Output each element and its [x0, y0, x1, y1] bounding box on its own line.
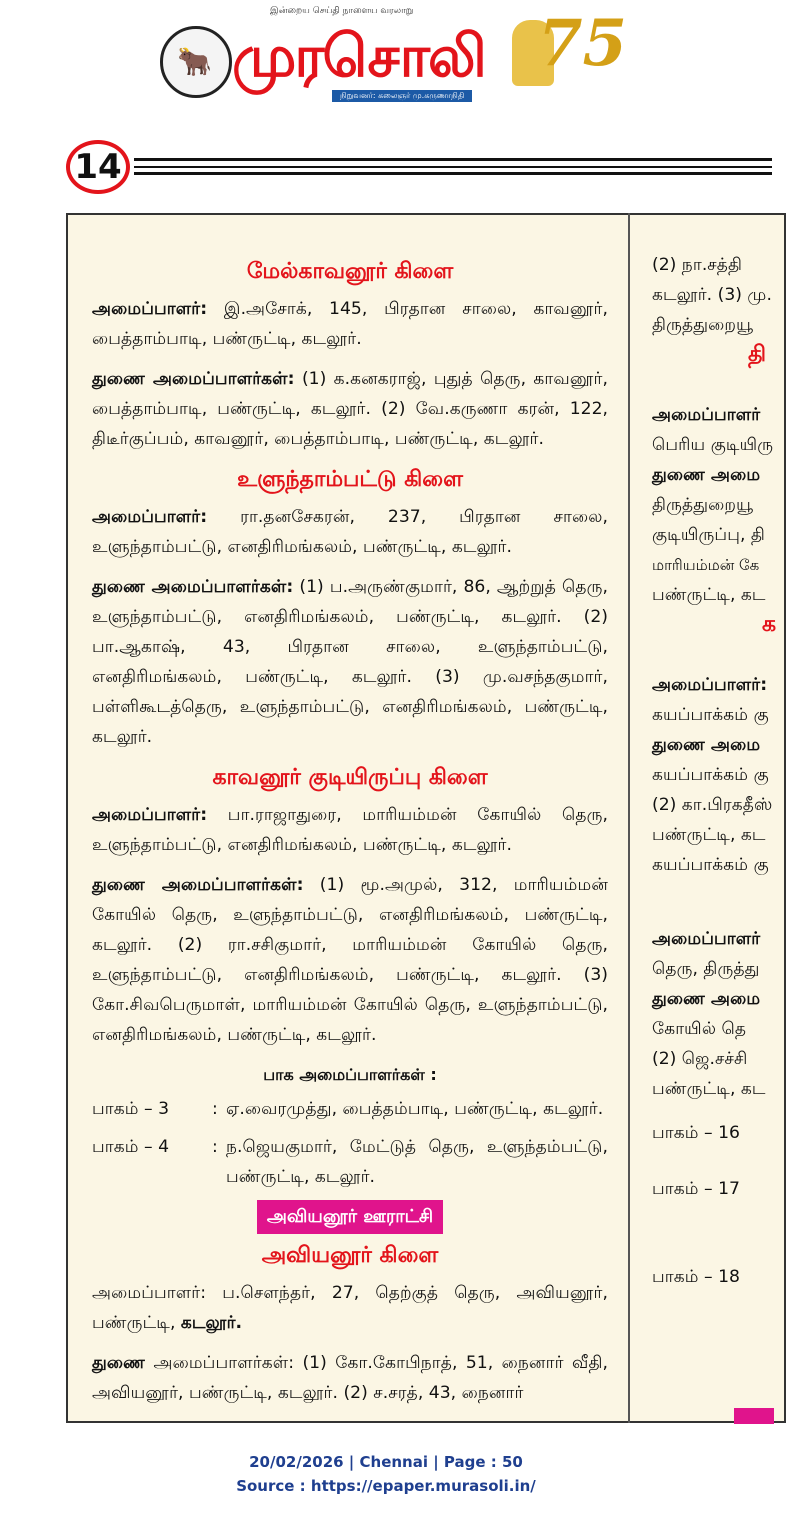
header-rule-line — [134, 172, 772, 175]
organiser-entry — [92, 1278, 608, 1338]
booth-entry — [92, 1132, 608, 1192]
entry-text: (1) மூ.அமுல், 312, மாரியம்மன் கோயில் தெரு, உளுந்தாம்பட்டு, எனதிரிமங்கலம், பண்ருட்டி, கடலூர். (2) ரா.சசிகுமார், மாரியம்மன் கோயில் தெரு, உளுந்தாம்பட்டு, எனதிரிமங்கலம், பண்ருட்டி, கடலூர். (3) கோ.சிவபெருமாள், மாரியம்மன் கோயில் தெரு, உளுந்தாம்பட்டு, எனதிரிமங்கலம், பண்ருட்டி, கடலூர். — [92, 875, 608, 1045]
panchayat-banner: அவியனூர் ஊராட்சி — [257, 1200, 443, 1234]
booth-number: பாகம் – 16 — [652, 1123, 740, 1143]
section-heading: உளுந்தாம்பட்டு கிளை — [237, 467, 463, 492]
right-line: அமைப்பாளர் — [652, 405, 761, 425]
footer-source-link[interactable]: Source : https://epaper.murasoli.in/ — [236, 1477, 536, 1495]
right-line — [652, 640, 792, 670]
deputy-organisers-entry — [92, 1348, 608, 1408]
bull-icon: 🐂 — [177, 45, 212, 78]
masthead-tagline: இன்றைய செய்தி நாளைய வரலாறு — [270, 6, 414, 16]
entry-text: ரா.தனசேகரன், 237, பிரதான சாலை, உளுந்தாம்பட்டு, எனதிரிமங்கலம், பண்ருட்டி, கடலூர். — [92, 507, 608, 557]
right-line: திருத்துறையூ — [652, 315, 754, 335]
right-line: (2) நா.சத்தி — [652, 255, 743, 275]
column-divider — [628, 213, 630, 1423]
right-line — [652, 1234, 792, 1262]
entry-label: துணை அமைப்பாளர்கள்: — [92, 577, 294, 597]
left-column — [92, 250, 608, 1418]
page-footer — [0, 1450, 772, 1498]
organiser-entry — [92, 502, 608, 562]
right-line: கயப்பாக்கம் கு — [652, 705, 769, 725]
right-line: பண்ருட்டி, கட — [652, 825, 766, 845]
right-column — [652, 250, 792, 1292]
right-line — [652, 1148, 792, 1174]
organiser-entry — [92, 800, 608, 860]
right-line: பண்ருட்டி, கட — [652, 585, 766, 605]
booth-number: பாகம் – 4 — [92, 1137, 170, 1157]
right-line — [652, 880, 792, 924]
right-line: (2) ஜெ.சச்சி — [652, 1049, 748, 1069]
right-line: கடலூர். (3) மு. — [652, 285, 772, 305]
page-header-rule — [66, 140, 772, 196]
anniversary-emblem: 75 — [538, 6, 628, 81]
organiser-entry — [92, 294, 608, 354]
right-line: அமைப்பாளர் — [652, 929, 761, 949]
header-rule-line — [134, 166, 772, 168]
entry-text: (1) ப.அருண்குமார், 86, ஆற்றுத் தெரு, உளுந்தாம்பட்டு, எனதிரிமங்கலம், பண்ருட்டி, கடலூர். (2) பா.ஆகாஷ், 43, பிரதான சாலை, உளுந்தாம்பட்டு, எனதிரிமங்கலம், பண்ருட்டி, கடலூர். (3) மு.வசந்தகுமார், பள்ளிகூடத்தெரு, உளுந்தாம்பட்டு, எனதிரிமங்கலம், பண்ருட்டி, கடலூர். — [92, 577, 608, 747]
entry-label: அமைப்பாளர்: — [92, 299, 208, 319]
right-line: துணை அமை — [652, 735, 761, 755]
footer-date-line: 20/02/2026 | Chennai | Page : 50 — [249, 1453, 523, 1471]
right-line: மாரியம்மன் கே — [652, 556, 760, 574]
entry-label: அமைப்பாளர்: — [92, 507, 208, 527]
booth-colon: : — [212, 1137, 218, 1157]
booth-number: பாகம் – 18 — [652, 1267, 740, 1287]
entry-text: இ.அசோக், 145, பிரதான சாலை, காவனூர், பைத்தாம்பாடி, பண்ருட்டி, கடலூர். — [92, 299, 608, 349]
right-line: குடியிருப்பு, தி — [652, 525, 766, 545]
section-heading: மேல்காவனூர் கிளை — [246, 259, 454, 284]
right-line: தெரு, திருத்து — [652, 959, 760, 979]
entry-text: பா.ராஜாதுரை, மாரியம்மன் கோயில் தெரு, உளுந்தாம்பட்டு, எனதிரிமங்கலம், பண்ருட்டி, கடலூர். — [92, 805, 608, 855]
deputy-organisers-entry — [92, 870, 608, 1050]
entry-text: அமைப்பாளர்கள்: (1) கோ.கோபிநாத், 51, நைனார் வீதி, அவியனூர், பண்ருட்டி, கடலூர். (2) ச.சரத், 43, நைனார் — [92, 1353, 608, 1403]
right-line — [652, 370, 792, 400]
right-line: திருத்துறையூ — [652, 495, 754, 515]
entry-label: அமைப்பாளர்: — [92, 805, 208, 825]
right-line: பெரிய குடியிரு — [652, 435, 774, 455]
page-number: 14 — [66, 140, 130, 194]
founder-line: நிறுவனர்: கலைஞர் மு.கருணாநிதி — [332, 90, 472, 102]
right-section-heading: க — [762, 612, 777, 637]
right-panchayat-banner — [734, 1408, 774, 1424]
right-line — [652, 1104, 792, 1118]
booth-organisers-heading: பாக அமைப்பாளர்கள் : — [263, 1065, 437, 1084]
dmk-emblem — [160, 26, 232, 98]
deputy-organisers-entry — [92, 572, 608, 752]
booth-number: பாகம் – 3 — [92, 1099, 170, 1119]
section-heading: காவனூர் குடியிருப்பு கிளை — [212, 765, 488, 790]
entry-text: (1) க.கனகராஜ், புதுத் தெரு, காவனூர், பைத்தாம்பாடி, பண்ருட்டி, கடலூர். (2) வே.கருணா கரன், 122, திடீர்குப்பம், காவனூர், பைத்தாம்பாடி, பண்ருட்டி, கடலூர். — [92, 369, 608, 449]
right-line: துணை அமை — [652, 989, 761, 1009]
entry-label: துணை அமைப்பாளர்கள்: — [92, 875, 304, 895]
right-line — [652, 1204, 792, 1234]
newspaper-logo: முரசொலி — [232, 22, 485, 90]
right-line: கயப்பாக்கம் கு — [652, 765, 769, 785]
panchayat-banner-wrap — [92, 1200, 608, 1234]
booth-entry — [92, 1094, 608, 1124]
deputy-organisers-entry — [92, 364, 608, 454]
entry-text: அமைப்பாளர்: ப.சௌந்தர், 27, தெற்குத் தெரு, அவியனூர், பண்ருட்டி, — [92, 1283, 608, 1333]
masthead — [160, 6, 628, 106]
booth-organiser: ஏ.வைரமுத்து, பைத்தம்பாடி, பண்ருட்டி, கடலூர். — [226, 1099, 604, 1119]
right-line: துணை அமை — [652, 465, 761, 485]
entry-label: துணை அமைப்பாளர்கள்: — [92, 369, 295, 389]
right-line: பண்ருட்டி, கட — [652, 1079, 766, 1099]
right-section-heading: தி — [748, 342, 767, 367]
header-rule-line — [134, 158, 772, 161]
booth-organiser: ந.ஜெயகுமார், மேட்டுத் தெரு, உளுந்தம்பட்டு, பண்ருட்டி, கடலூர். — [226, 1137, 608, 1187]
entry-label: துணை — [92, 1353, 146, 1373]
booth-number: பாகம் – 17 — [652, 1179, 740, 1199]
section-heading: அவியனூர் கிளை — [261, 1243, 439, 1268]
right-line: (2) கா.பிரகதீஸ் — [652, 795, 773, 815]
right-line: கோயில் தெ — [652, 1019, 747, 1039]
right-line: அமைப்பாளர்: — [652, 675, 768, 695]
right-line: கயப்பாக்கம் கு — [652, 855, 769, 875]
entry-text-bold: கடலூர். — [180, 1313, 243, 1333]
booth-colon: : — [212, 1099, 218, 1119]
